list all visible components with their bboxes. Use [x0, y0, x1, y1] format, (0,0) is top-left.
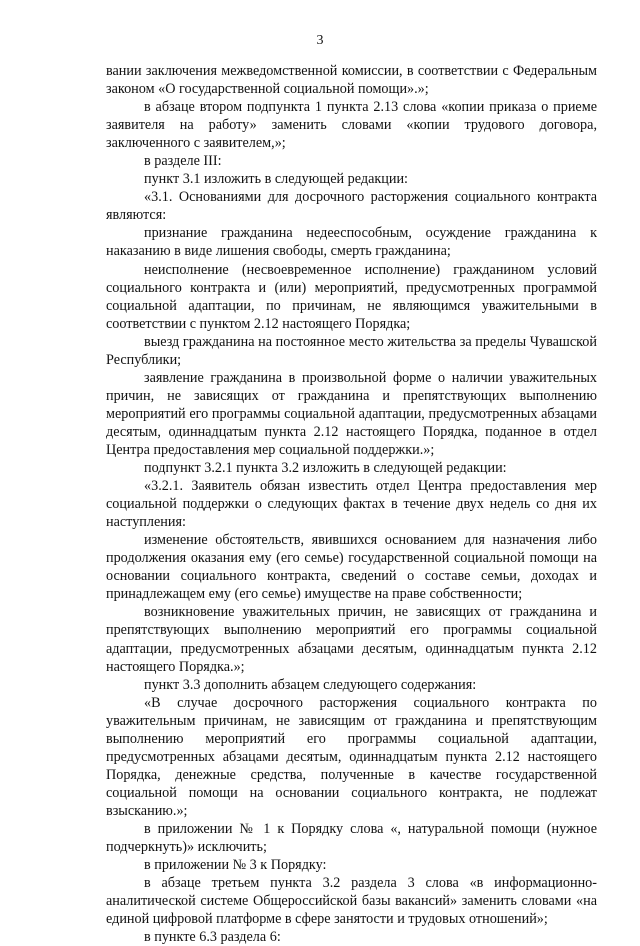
- paragraph-19: в пункте 6.3 раздела 6:: [144, 929, 281, 946]
- paragraph-8: выезд гражданина на постоянное место жительства за пределы Чувашской Республики;: [106, 333, 597, 368]
- paragraph-3: в разделе III:: [144, 153, 222, 170]
- paragraph-6: признание гражданина недееспособным, осуждение гражданина к наказанию в виде лишения свободы, смерть гражданина;: [106, 225, 597, 260]
- paragraph-5: «3.1. Основаниями для досрочного расторжения социального контракта являются:: [106, 189, 597, 224]
- document-body: [106, 62, 597, 946]
- paragraph-14: пункт 3.3 дополнить абзацем следующего содержания:: [144, 676, 477, 693]
- paragraph-11: «3.2.1. Заявитель обязан известить отдел Центра предоставления мер социальной поддержки о следующих фактах в течение двух недель со дня их наступления:: [106, 478, 597, 531]
- paragraph-7: неисполнение (несвоевременное исполнение) гражданином условий социального контракта и (или) мероприятий, предусмотренных программой социальной адаптации, по причинам, не являющимся уважительными в соответствии с пунктом 2.12 настоящего Порядка;: [106, 261, 597, 332]
- paragraph-4: пункт 3.1 изложить в следующей редакции:: [144, 171, 408, 188]
- paragraph-2: в абзаце втором подпункта 1 пункта 2.13 слова «копии приказа о приеме заявителя на работу» заменить словами «копии трудового договора, заключенного с заявителем,»;: [106, 99, 597, 152]
- paragraph-18: в абзаце третьем пункта 3.2 раздела 3 слова «в информационно-аналитической системе Общероссийской базы вакансий» заменить словами «на единой цифровой платформе в сфере занятости и трудовых отношений»;: [106, 875, 597, 928]
- page-number: 3: [316, 33, 324, 48]
- paragraph-15: «В случае досрочного расторжения социального контракта по уважительным причинам, не зависящим от гражданина и препятствующим выполнению мероприятий его программы социальной адаптации, предусмотренных абзацами десятым, одиннадцатым пункта 2.12 настоящего Порядка, денежные средства, полученные в качестве государственной социальной помощи на основании социального контракта, не подлежат взысканию.»;: [106, 694, 597, 819]
- paragraph-13: возникновение уважительных причин, не зависящих от гражданина и препятствующих выполнению мероприятий его программы социальной адаптации, предусмотренных абзацами десятым, одиннадцатым пункта 2.12 настоящего Порядка.»;: [106, 604, 597, 675]
- paragraph-12: изменение обстоятельств, явившихся основанием для назначения либо продолжения оказания ему (его семье) государственной социальной помощи на основании социального контракта, сведений о составе семьи, доходах и принадлежащем ему (его семье) имуществе на праве собственности;: [106, 532, 597, 603]
- paragraph-1: вании заключения межведомственной комиссии, в соответствии с Федеральным законом «О государственной социальной помощи».»;: [106, 63, 597, 98]
- paragraph-9: заявление гражданина в произвольной форме о наличии уважительных причин, не зависящих от гражданина и препятствующих выполнению мероприятий его программы социальной адаптации, предусмотренных абзацами десятым, одиннадцатым пункта 2.12 настоящего Порядка, поданное в отдел Центра предоставления мер социальной поддержки.»;: [106, 369, 597, 458]
- paragraph-17: в приложении № 3 к Порядку:: [144, 857, 327, 874]
- paragraph-10: подпункт 3.2.1 пункта 3.2 изложить в следующей редакции:: [144, 460, 507, 477]
- paragraph-16: в приложении № 1 к Порядку слова «, натуральной помощи (нужное подчеркнуть)» исключить;: [106, 820, 597, 856]
